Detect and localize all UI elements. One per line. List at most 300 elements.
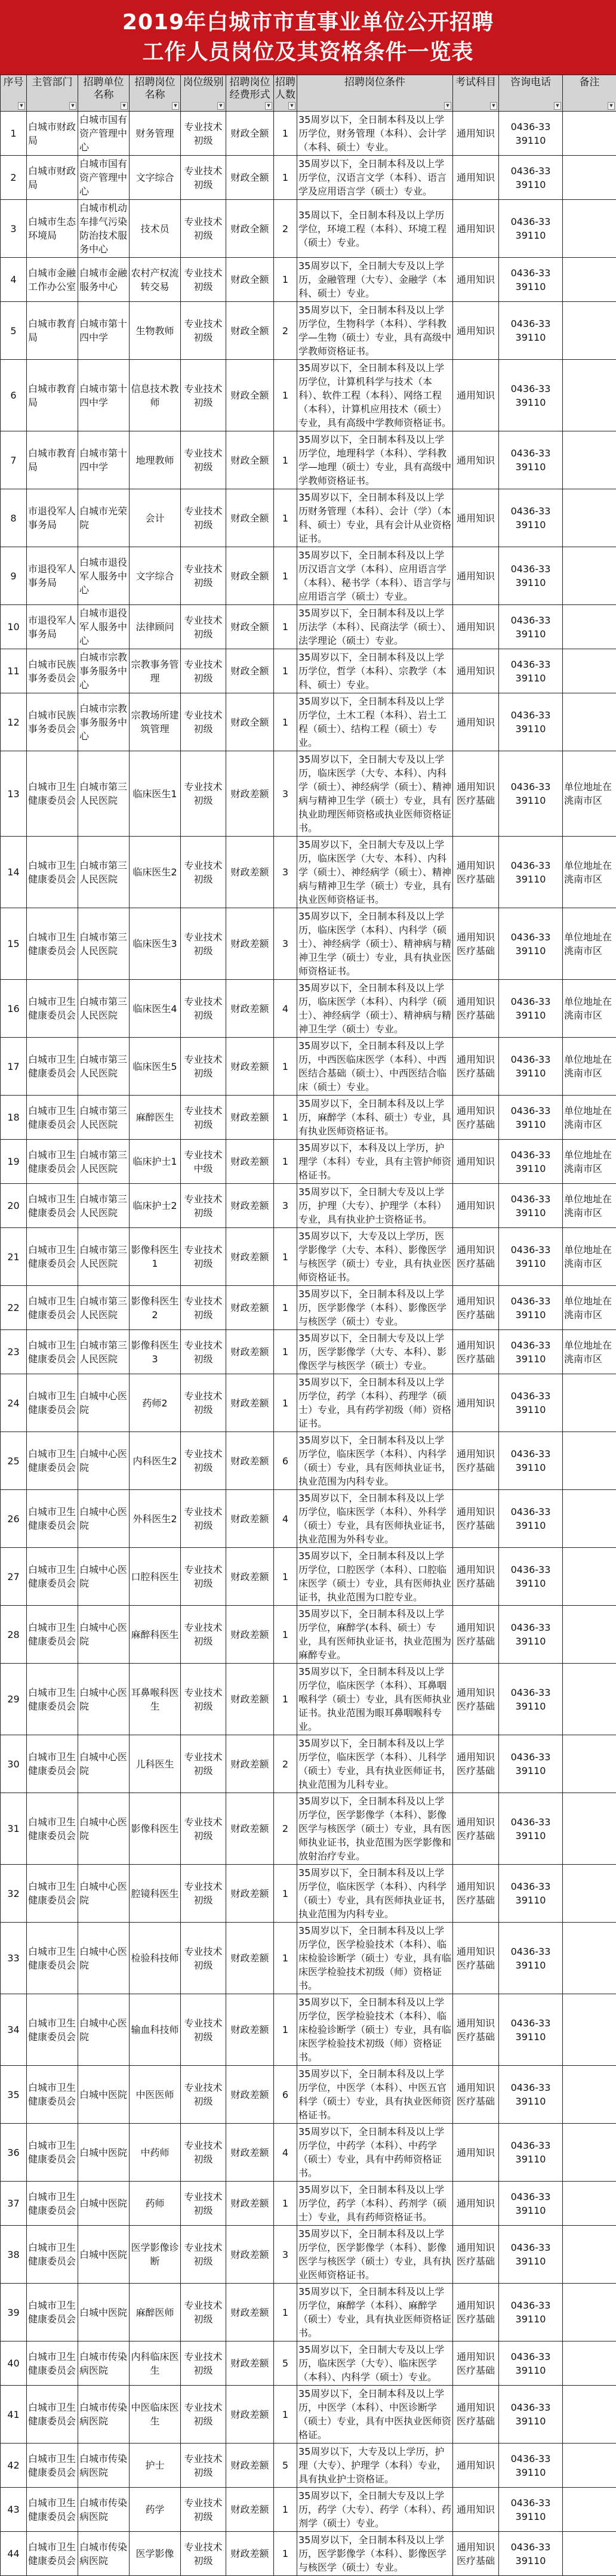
cell-unit: 白城市退役军人服务中心: [78, 605, 130, 649]
cell-unit: 白城市退役军人服务中心: [78, 547, 130, 605]
cell-seq: 9: [1, 547, 27, 605]
cell-level: 专业技术初级: [181, 1606, 226, 1664]
cell-department: 白城市卫生健康委员会: [27, 1994, 78, 2066]
cell-notes: [563, 605, 616, 649]
table-row: [1, 1548, 616, 1606]
cell-conditions: 35周岁以下，全日制本科及以上学历学位，临床医学（本科）、内科学（硕士）专业，具有医师执业证书，执业范围为内科专业。: [297, 1432, 453, 1490]
cell-exam: 通用知识 医疗基础: [453, 1432, 499, 1490]
cell-post: 护士: [130, 2444, 181, 2488]
filter-dropdown-icon[interactable]: ▼: [217, 102, 224, 110]
cell-seq: 15: [1, 908, 27, 980]
cell-count: 4: [274, 980, 297, 1038]
filter-dropdown-icon[interactable]: ▼: [444, 102, 451, 110]
cell-conditions: 35周岁以下，全日制本科及以上学历学位，临床医学（本科）、耳鼻咽喉科学（硕士）专业，具有医师执业证书。执业范围为眼耳鼻咽喉科专业。: [297, 1664, 453, 1735]
table-row: [1, 1286, 616, 1330]
cell-department: 白城市卫生健康委员会: [27, 1374, 78, 1432]
cell-unit: 白城中心医院: [78, 1664, 130, 1735]
cell-post: 口腔科医生: [130, 1548, 181, 1606]
table-row: [1, 431, 616, 489]
cell-department: 白城市卫生健康委员会: [27, 1286, 78, 1330]
cell-funding: 财政全额: [226, 547, 274, 605]
cell-level: 专业技术初级: [181, 2124, 226, 2182]
cell-department: 白城市卫生健康委员会: [27, 1606, 78, 1664]
cell-phone: 0436-3339110: [499, 1865, 563, 1923]
table-row: [1, 1923, 616, 1994]
cell-post: 宗教事务管理: [130, 649, 181, 693]
cell-unit: 白城中心医院: [78, 1923, 130, 1994]
cell-department: 白城市民族事务委员会: [27, 649, 78, 693]
cell-count: 1: [274, 605, 297, 649]
cell-conditions: 35周岁以下，全日制本科及以上学历学位，汉语言文学（本科）、语言学及应用语言学（硕士）专业。: [297, 156, 453, 200]
cell-unit: 白城中心医院: [78, 1490, 130, 1548]
cell-conditions: 35周岁以下，全日制本科及以上学历汉语言文学（本科）、应用语言学（本科）、秘书学（本科）、语言学与应用语言学（硕士）专业。: [297, 547, 453, 605]
column-header-post: [130, 75, 181, 112]
cell-department: 白城市生态环境局: [27, 200, 78, 258]
filter-dropdown-icon[interactable]: ▼: [18, 102, 25, 110]
cell-conditions: 35周岁以下，全日制本科及以上学历，临床医学（本科）、内科学（硕士）、神经病学（硕士）、精神病与精神卫生学（硕士）专业。: [297, 980, 453, 1038]
filter-dropdown-icon[interactable]: ▼: [69, 102, 76, 110]
cell-funding: 财政全额: [226, 605, 274, 649]
cell-count: 1: [274, 1994, 297, 2066]
cell-post: 中药师: [130, 2124, 181, 2182]
cell-phone: 0436-3339110: [499, 2532, 563, 2576]
table-row: [1, 2226, 616, 2284]
cell-funding: 财政差额: [226, 2341, 274, 2386]
cell-funding: 财政差额: [226, 1606, 274, 1664]
cell-level: 专业技术初级: [181, 2444, 226, 2488]
cell-exam: 通用知识 医疗基础: [453, 1096, 499, 1140]
table-row: [1, 605, 616, 649]
cell-count: 3: [274, 1184, 297, 1228]
cell-phone: 0436-3339110: [499, 2444, 563, 2488]
recruitment-table: [0, 75, 616, 2576]
cell-notes: 单位地址在洮南市区: [563, 751, 616, 837]
cell-notes: [563, 649, 616, 693]
cell-department: 白城市卫生健康委员会: [27, 1038, 78, 1096]
cell-notes: 单位地址在洮南市区: [563, 1286, 616, 1330]
cell-seq: 26: [1, 1490, 27, 1548]
cell-notes: [563, 200, 616, 258]
cell-unit: 白城市第三人民医院: [78, 1038, 130, 1096]
cell-count: 1: [274, 1606, 297, 1664]
cell-level: 专业技术初级: [181, 112, 226, 156]
cell-level: 专业技术初级: [181, 1330, 226, 1374]
cell-level: 专业技术初级: [181, 1664, 226, 1735]
cell-funding: 财政全额: [226, 302, 274, 360]
cell-unit: 白城中医院: [78, 2284, 130, 2341]
cell-notes: 单位地址在洮南市区: [563, 1330, 616, 1374]
cell-funding: 财政差额: [226, 1735, 274, 1793]
cell-count: 1: [274, 2284, 297, 2341]
cell-post: 生物教师: [130, 302, 181, 360]
cell-department: 白城市卫生健康委员会: [27, 1664, 78, 1735]
cell-count: 3: [274, 908, 297, 980]
cell-notes: 单位地址在洮南市区: [563, 1228, 616, 1286]
filter-dropdown-icon[interactable]: ▼: [554, 102, 561, 110]
cell-exam: 通用知识: [453, 112, 499, 156]
cell-post: 临床医生4: [130, 980, 181, 1038]
cell-exam: 通用知识 医疗基础: [453, 2532, 499, 2576]
cell-level: 专业技术初级: [181, 751, 226, 837]
column-header-label: 招聘岗位经费形式: [227, 76, 273, 101]
cell-unit: 白城中医院: [78, 2226, 130, 2284]
cell-unit: 白城中心医院: [78, 1548, 130, 1606]
column-header-unit: [78, 75, 130, 112]
column-header-label: 岗位级别: [181, 76, 225, 89]
cell-count: 6: [274, 2066, 297, 2124]
cell-exam: 通用知识 医疗基础: [453, 751, 499, 837]
cell-level: 专业技术初级: [181, 605, 226, 649]
cell-conditions: 35周岁以下，全日制本科及以上学历学位，医学检验技术（本科）、临床检验诊断学（硕士）专业，具有临床医学检验技术初级（师）资格证书。: [297, 1923, 453, 1994]
cell-level: 专业技术初级: [181, 1865, 226, 1923]
cell-level: 专业技术中级: [181, 1140, 226, 1184]
cell-department: 白城市卫生健康委员会: [27, 980, 78, 1038]
cell-funding: 财政差额: [226, 1994, 274, 2066]
cell-level: 专业技术初级: [181, 258, 226, 302]
cell-count: 1: [274, 489, 297, 547]
cell-department: 白城市教育局: [27, 431, 78, 489]
table-row: [1, 837, 616, 908]
cell-count: 2: [274, 200, 297, 258]
cell-exam: 通用知识: [453, 360, 499, 431]
cell-post: 药师2: [130, 1374, 181, 1432]
cell-notes: [563, 1923, 616, 1994]
cell-department: 白城市卫生健康委员会: [27, 1865, 78, 1923]
cell-notes: [563, 2488, 616, 2532]
cell-phone: 0436-3339110: [499, 2341, 563, 2386]
cell-funding: 财政全额: [226, 649, 274, 693]
cell-funding: 财政全额: [226, 258, 274, 302]
cell-count: 3: [274, 751, 297, 837]
cell-funding: 财政差额: [226, 1286, 274, 1330]
cell-department: 白城市卫生健康委员会: [27, 1432, 78, 1490]
cell-conditions: 35周岁以下，全日制本科及以上学历学位，临床医学（本科）、内科学（硕士）专业，具有医师执业证书，执业范围为内科专业。: [297, 1865, 453, 1923]
cell-department: 白城市卫生健康委员会: [27, 1490, 78, 1548]
cell-funding: 财政差额: [226, 2226, 274, 2284]
cell-exam: 通用知识: [453, 1140, 499, 1184]
cell-funding: 财政全额: [226, 693, 274, 751]
filter-dropdown-icon[interactable]: ▼: [490, 102, 497, 110]
title-line-1: 2019年白城市市直事业单位公开招聘: [122, 8, 494, 38]
cell-level: 专业技术初级: [181, 1548, 226, 1606]
cell-post: 技术员: [130, 200, 181, 258]
filter-dropdown-icon[interactable]: ▼: [172, 102, 179, 110]
cell-department: 白城市卫生健康委员会: [27, 1793, 78, 1865]
table-row: [1, 489, 616, 547]
cell-conditions: 35周岁以下，全日制本科及以上学历财务管理（本科）、会计（学）（本科、硕士）专业，具有会计从业资格证书。: [297, 489, 453, 547]
cell-department: 白城市卫生健康委员会: [27, 2284, 78, 2341]
cell-unit: 白城市第十四中学: [78, 360, 130, 431]
cell-department: 白城市卫生健康委员会: [27, 2386, 78, 2444]
cell-level: 专业技术初级: [181, 360, 226, 431]
cell-phone: 0436-3339110: [499, 2488, 563, 2532]
cell-conditions: 35周岁以下，全日制本科及以上学历，医学影像学（本科）、影像医学与核医学（硕士）专业。: [297, 1286, 453, 1330]
cell-seq: 12: [1, 693, 27, 751]
cell-post: 临床医生2: [130, 837, 181, 908]
cell-funding: 财政全额: [226, 431, 274, 489]
cell-seq: 42: [1, 2444, 27, 2488]
cell-seq: 10: [1, 605, 27, 649]
cell-unit: 白城市第三人民医院: [78, 1184, 130, 1228]
cell-post: 农村产权流转交易: [130, 258, 181, 302]
column-header-label: 咨询电话: [500, 76, 562, 89]
cell-count: 1: [274, 1038, 297, 1096]
cell-funding: 财政全额: [226, 360, 274, 431]
cell-notes: [563, 1994, 616, 2066]
cell-conditions: 35周岁以下，全日制大专及以上学历，金融管理（大专）、金融学（本科、硕士）专业。: [297, 258, 453, 302]
cell-unit: 白城市传染病医院: [78, 2444, 130, 2488]
cell-seq: 16: [1, 980, 27, 1038]
cell-department: 白城市卫生健康委员会: [27, 1096, 78, 1140]
cell-seq: 39: [1, 2284, 27, 2341]
cell-seq: 29: [1, 1664, 27, 1735]
table-row: [1, 112, 616, 156]
cell-phone: 0436-3339110: [499, 1374, 563, 1432]
cell-unit: 白城市传染病医院: [78, 2532, 130, 2576]
cell-unit: 白城市金融服务中心: [78, 258, 130, 302]
cell-phone: 0436-3339110: [499, 2284, 563, 2341]
cell-seq: 44: [1, 2532, 27, 2576]
cell-notes: 单位地址在洮南市区: [563, 1184, 616, 1228]
cell-count: 2: [274, 302, 297, 360]
cell-exam: 通用知识 医疗基础: [453, 1286, 499, 1330]
cell-post: 医学影像: [130, 2532, 181, 2576]
cell-conditions: 35周岁以下，全日制本科及以上学历，中西医临床医学（本科）、中西医结合基础（硕士）、中西医结合临床（硕士）专业。: [297, 1038, 453, 1096]
cell-department: 白城市卫生健康委员会: [27, 1330, 78, 1374]
cell-unit: 白城中心医院: [78, 1432, 130, 1490]
column-header-department: [27, 75, 78, 112]
cell-exam: 通用知识 医疗基础: [453, 837, 499, 908]
cell-funding: 财政差额: [226, 2532, 274, 2576]
cell-notes: [563, 2386, 616, 2444]
cell-seq: 6: [1, 360, 27, 431]
column-header-phone: [499, 75, 563, 112]
cell-count: 3: [274, 837, 297, 908]
cell-exam: 通用知识 医疗基础: [453, 1038, 499, 1096]
cell-funding: 财政差额: [226, 908, 274, 980]
cell-conditions: 35周岁以下，全日制本科及以上学历学位，医学影像学（本科）、影像医学与核医学（硕士）专业，具有医师执业证书，执业范围为医学影像和放射治疗专业。: [297, 1793, 453, 1865]
cell-phone: 0436-3339110: [499, 980, 563, 1038]
cell-notes: [563, 156, 616, 200]
cell-funding: 财政差额: [226, 837, 274, 908]
cell-unit: 白城市第三人民医院: [78, 908, 130, 980]
cell-notes: [563, 1548, 616, 1606]
column-header-conditions: [297, 75, 453, 112]
cell-level: 专业技术初级: [181, 200, 226, 258]
title-line-2: 工作人员岗位及其资格条件一览表: [142, 38, 473, 67]
cell-conditions: 35周岁以下，全日制本科及以上学历学位，药学（本科）、药剂学（硕士）专业，具有药师资格证书。: [297, 2182, 453, 2226]
cell-conditions: 35周岁以下，全日制本科及以上学历，麻醉学（本科、硕士）专业，具有执业医师资格证书。: [297, 1096, 453, 1140]
filter-dropdown-icon[interactable]: ▼: [288, 102, 295, 110]
cell-seq: 19: [1, 1140, 27, 1184]
cell-unit: 白城中心医院: [78, 1374, 130, 1432]
cell-funding: 财政差额: [226, 1923, 274, 1994]
cell-seq: 23: [1, 1330, 27, 1374]
cell-conditions: 35周岁以下，全日制本科及以上学历学位，临床医学（本科）、儿科学（硕士）专业，具有执业医师证书，执业范围为儿科专业。: [297, 1735, 453, 1793]
cell-funding: 财政差额: [226, 1228, 274, 1286]
cell-funding: 财政差额: [226, 1038, 274, 1096]
cell-notes: [563, 547, 616, 605]
cell-notes: 单位地址在洮南市区: [563, 980, 616, 1038]
cell-count: 1: [274, 2488, 297, 2532]
filter-dropdown-icon[interactable]: ▼: [608, 102, 615, 110]
cell-level: 专业技术初级: [181, 1096, 226, 1140]
cell-phone: 0436-3339110: [499, 302, 563, 360]
cell-seq: 2: [1, 156, 27, 200]
cell-count: 4: [274, 2124, 297, 2182]
table-row: [1, 908, 616, 980]
cell-conditions: 35周岁以下，大专及以上学历，医学影像学（大专、本科）、影像医学与核医学（硕士）专业，具有执业医师资格证书。: [297, 1228, 453, 1286]
cell-seq: 21: [1, 1228, 27, 1286]
cell-post: 中医医师: [130, 2066, 181, 2124]
cell-phone: 0436-3339110: [499, 1793, 563, 1865]
cell-funding: 财政差额: [226, 1432, 274, 1490]
cell-level: 专业技术初级: [181, 547, 226, 605]
cell-post: 麻醉科医生: [130, 1606, 181, 1664]
cell-exam: 通用知识 医疗基础: [453, 980, 499, 1038]
table-row: [1, 2341, 616, 2386]
cell-phone: 0436-3339110: [499, 1330, 563, 1374]
cell-level: 专业技术初级: [181, 1994, 226, 2066]
cell-phone: 0436-3339110: [499, 605, 563, 649]
cell-funding: 财政差额: [226, 1490, 274, 1548]
cell-conditions: 35周岁以下，全日制本科及以上学历学位，麻醉学（本科）、麻醉学（硕士）专业，具有执业医师资格证书。: [297, 2284, 453, 2341]
cell-level: 专业技术初级: [181, 2226, 226, 2284]
cell-phone: 0436-3339110: [499, 1184, 563, 1228]
table-row: [1, 2182, 616, 2226]
cell-count: 1: [274, 1923, 297, 1994]
cell-post: 法律顾问: [130, 605, 181, 649]
cell-funding: 财政差额: [226, 1664, 274, 1735]
cell-phone: 0436-3339110: [499, 1038, 563, 1096]
table-row: [1, 1735, 616, 1793]
cell-level: 专业技术初级: [181, 1735, 226, 1793]
cell-notes: 单位地址在洮南市区: [563, 1038, 616, 1096]
cell-department: 白城市卫生健康委员会: [27, 2182, 78, 2226]
cell-unit: 白城市第十四中学: [78, 302, 130, 360]
column-header-notes: [563, 75, 616, 112]
cell-exam: 通用知识: [453, 547, 499, 605]
cell-seq: 38: [1, 2226, 27, 2284]
cell-phone: 0436-3339110: [499, 1490, 563, 1548]
cell-department: 白城市财政局: [27, 156, 78, 200]
cell-seq: 31: [1, 1793, 27, 1865]
cell-unit: 白城中医院: [78, 2182, 130, 2226]
cell-phone: 0436-3339110: [499, 1735, 563, 1793]
cell-unit: 白城市宗教事务服务中心: [78, 693, 130, 751]
cell-funding: 财政差额: [226, 980, 274, 1038]
cell-post: 文字综合: [130, 156, 181, 200]
cell-phone: 0436-3339110: [499, 1548, 563, 1606]
cell-notes: [563, 2284, 616, 2341]
cell-exam: 通用知识: [453, 431, 499, 489]
cell-post: 耳鼻喉科医生: [130, 1664, 181, 1735]
cell-notes: [563, 2066, 616, 2124]
cell-seq: 37: [1, 2182, 27, 2226]
cell-seq: 8: [1, 489, 27, 547]
cell-funding: 财政差额: [226, 751, 274, 837]
cell-level: 专业技术初级: [181, 1038, 226, 1096]
cell-unit: 白城中心医院: [78, 1793, 130, 1865]
cell-level: 专业技术初级: [181, 1793, 226, 1865]
cell-unit: 白城中心医院: [78, 1735, 130, 1793]
cell-count: 1: [274, 1374, 297, 1432]
cell-phone: 0436-3339110: [499, 1096, 563, 1140]
table-header-row: [1, 75, 616, 112]
cell-seq: 17: [1, 1038, 27, 1096]
cell-phone: 0436-3339110: [499, 1994, 563, 2066]
table-row: [1, 1096, 616, 1140]
cell-count: 1: [274, 156, 297, 200]
cell-exam: 通用知识 医疗基础: [453, 908, 499, 980]
cell-count: 1: [274, 258, 297, 302]
cell-department: 白城市卫生健康委员会: [27, 1923, 78, 1994]
cell-exam: 通用知识 医疗基础: [453, 1664, 499, 1735]
table-row: [1, 2532, 616, 2576]
filter-dropdown-icon[interactable]: ▼: [121, 102, 128, 110]
cell-phone: 0436-3339110: [499, 1923, 563, 1994]
cell-seq: 36: [1, 2124, 27, 2182]
cell-seq: 24: [1, 1374, 27, 1432]
cell-funding: 财政差额: [226, 1374, 274, 1432]
column-header-exam: [453, 75, 499, 112]
cell-exam: 通用知识: [453, 1374, 499, 1432]
cell-post: 外科医生2: [130, 1490, 181, 1548]
cell-exam: 通用知识: [453, 156, 499, 200]
cell-phone: 0436-3339110: [499, 258, 563, 302]
cell-conditions: 35周岁以下，全日制本科及以上学历学位，地理科学（本科）、学科教学—地理（硕士）专业，具有高级中学教师资格证书。: [297, 431, 453, 489]
cell-phone: 0436-3339110: [499, 112, 563, 156]
cell-funding: 财政差额: [226, 1096, 274, 1140]
cell-phone: 0436-3339110: [499, 431, 563, 489]
cell-count: 5: [274, 2341, 297, 2386]
cell-level: 专业技术初级: [181, 2066, 226, 2124]
cell-exam: 通用知识 医疗基础: [453, 1490, 499, 1548]
cell-seq: 18: [1, 1096, 27, 1140]
table-row: [1, 2284, 616, 2341]
cell-phone: 0436-3339110: [499, 489, 563, 547]
cell-unit: 白城市第三人民医院: [78, 980, 130, 1038]
cell-unit: 白城市国有资产管理中心: [78, 112, 130, 156]
cell-count: 1: [274, 112, 297, 156]
cell-department: 白城市卫生健康委员会: [27, 1228, 78, 1286]
table-row: [1, 1184, 616, 1228]
table-row: [1, 2444, 616, 2488]
column-header-funding: [226, 75, 274, 112]
cell-phone: 0436-3339110: [499, 1432, 563, 1490]
cell-post: 文字综合: [130, 547, 181, 605]
cell-count: 1: [274, 1664, 297, 1735]
cell-notes: [563, 1490, 616, 1548]
cell-unit: 白城市第三人民医院: [78, 1140, 130, 1184]
cell-post: 中医临床医生: [130, 2386, 181, 2444]
cell-exam: 通用知识 医疗基础: [453, 1923, 499, 1994]
cell-exam: 通用知识 医疗基础: [453, 1228, 499, 1286]
cell-unit: 白城中心医院: [78, 1994, 130, 2066]
cell-notes: [563, 302, 616, 360]
cell-level: 专业技术初级: [181, 2341, 226, 2386]
cell-notes: [563, 431, 616, 489]
filter-dropdown-icon[interactable]: ▼: [265, 102, 272, 110]
cell-funding: 财政差额: [226, 1865, 274, 1923]
cell-notes: 单位地址在洮南市区: [563, 1096, 616, 1140]
cell-level: 专业技术初级: [181, 980, 226, 1038]
cell-exam: 通用知识: [453, 489, 499, 547]
cell-exam: 通用知识 医疗基础: [453, 1330, 499, 1374]
cell-post: 影像科医生2: [130, 1286, 181, 1330]
cell-post: 地理教师: [130, 431, 181, 489]
cell-funding: 财政差额: [226, 2182, 274, 2226]
